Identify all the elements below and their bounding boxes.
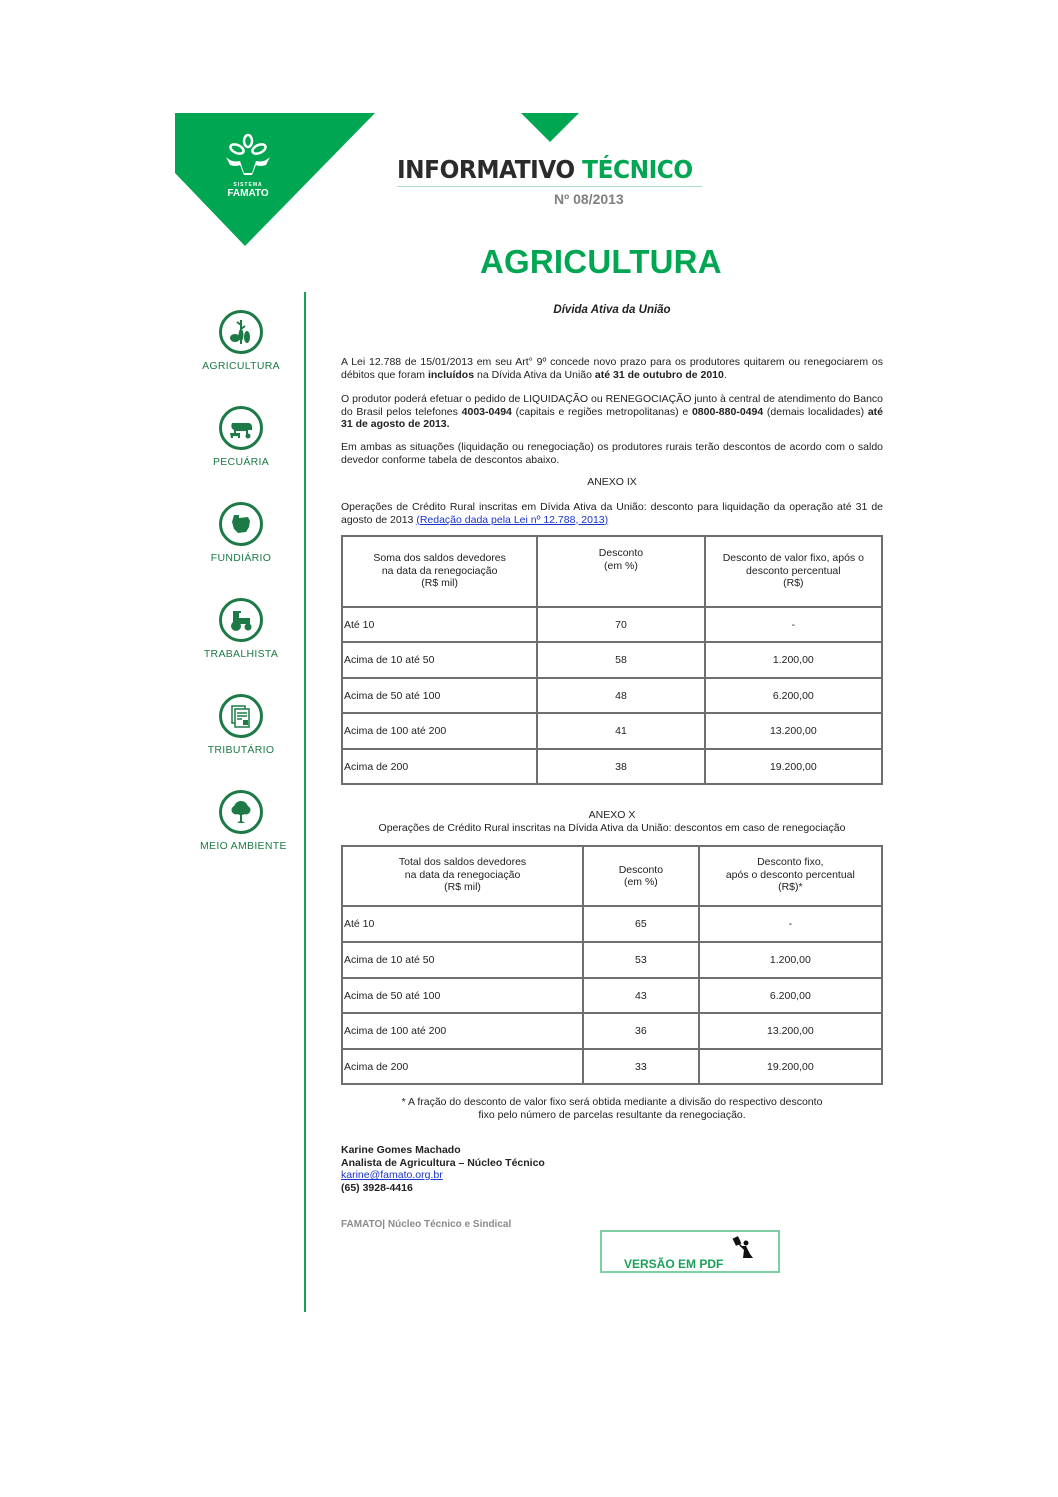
famato-logo xyxy=(218,133,278,199)
emphasis-deadline: até 31 de agosto de 2013. xyxy=(341,405,883,430)
bull-leaf-icon xyxy=(218,133,278,177)
emphasis-date: até 31 de outubro de 2010 xyxy=(594,368,724,381)
text: O produtor poderá efetuar o pedido de LIQUIDAÇÃO ou RENEGOCIAÇÃO junto à central de atendimento do Banco do Brasil pelos telefones xyxy=(341,393,883,418)
cell-percent: 48 xyxy=(537,678,704,713)
annex-x-table xyxy=(341,845,883,1085)
cell-fixed: 6.200,00 xyxy=(705,678,882,713)
sidebar-label: PECUÁRIA xyxy=(212,456,270,468)
annex-ix-title: ANEXO IX xyxy=(587,476,637,488)
footnote-line: fixo pelo número de parcelas resultante da renegociação. xyxy=(478,1108,746,1121)
annex-x-title: ANEXO X xyxy=(588,809,636,821)
title-informativo: INFORMATIVO xyxy=(397,155,575,184)
sidebar-item-pecuaria[interactable] xyxy=(200,406,282,468)
sidebar-label: MEIO AMBIENTE xyxy=(200,840,287,852)
cell-percent: 70 xyxy=(537,607,704,642)
table-row xyxy=(342,906,882,942)
author-name: Karine Gomes Machado xyxy=(341,1144,461,1156)
column-header: Desconto (em %) xyxy=(537,536,704,607)
sidebar-label: TRIBUTÁRIO xyxy=(207,744,275,756)
issue-number: Nº 08/2013 xyxy=(554,191,624,207)
sidebar-label: AGRICULTURA xyxy=(202,360,280,372)
phone-capitals: 4003-0494 xyxy=(461,405,512,418)
cell-fixed: - xyxy=(699,906,882,942)
column-header: Soma dos saldos devedores na data da renegociação (R$ mil) xyxy=(342,536,537,607)
text: (capitais e regiões metropolitanas) e xyxy=(511,405,692,418)
cell-range: Acima de 10 até 50 xyxy=(342,942,583,978)
section-title: AGRICULTURA xyxy=(480,243,722,280)
table-row xyxy=(342,942,882,978)
pdf-version-button[interactable] xyxy=(600,1230,780,1273)
cell-fixed: 1.200,00 xyxy=(705,642,882,678)
annex-ix-description xyxy=(341,501,883,526)
text: (demais localidades) xyxy=(763,405,868,418)
pdf-button-label: VERSÃO EM PDF xyxy=(624,1257,724,1271)
author-role: Analista de Agricultura – Núcleo Técnico xyxy=(341,1156,545,1169)
footnote-line: * A fração do desconto de valor fixo será obtida mediante a divisão do respectivo desconto xyxy=(401,1096,823,1108)
text: Operações de Crédito Rural inscritas em Dívida Ativa da União: desconto para liquidação da operação até 31 de agosto de 2013 xyxy=(341,501,883,526)
footnote xyxy=(341,1096,883,1121)
cell-range: Acima de 100 até 200 xyxy=(342,713,537,749)
cell-percent: 38 xyxy=(537,749,704,784)
title-divider xyxy=(397,186,702,187)
table-row xyxy=(342,678,882,713)
header-accent-triangle xyxy=(521,113,579,142)
cell-fixed: 19.200,00 xyxy=(699,1049,882,1084)
cell-range: Até 10 xyxy=(342,906,583,942)
cell-fixed: 1.200,00 xyxy=(699,942,882,978)
footer-organization: FAMATO| Núcleo Técnico e Sindical xyxy=(341,1219,512,1230)
cell-range: Acima de 50 até 100 xyxy=(342,978,583,1013)
author-phone: (65) 3928-4416 xyxy=(341,1181,413,1194)
sidebar-item-agricultura[interactable] xyxy=(200,310,282,372)
cell-percent: 36 xyxy=(583,1013,699,1049)
sidebar-item-meio-ambiente[interactable] xyxy=(200,790,287,852)
column-header: Desconto (em %) xyxy=(583,846,699,906)
crops-icon xyxy=(219,310,263,354)
logo-wordmark: FAMATO xyxy=(227,188,269,199)
paragraph-law xyxy=(341,356,883,381)
cell-fixed: - xyxy=(705,607,882,642)
sidebar-label: FUNDIÁRIO xyxy=(210,552,272,564)
cell-fixed: 6.200,00 xyxy=(699,978,882,1013)
text: . xyxy=(723,368,727,381)
table-header-row xyxy=(342,846,882,906)
text: Em ambas as situações (liquidação ou renegociação) os produtores rurais terão descontos de acordo com o saldo devedor conforme tabela de descontos abaixo. xyxy=(341,441,883,466)
sidebar-label: TRABALHISTA xyxy=(203,648,279,660)
table-row xyxy=(342,1049,882,1084)
text: A Lei 12.788 de 15/01/2013 em seu Art° 9º concede novo prazo para os produtores quitarem ou renegociarem os débitos que foram xyxy=(341,356,883,381)
signature-block xyxy=(341,1144,545,1194)
column-header: Desconto fixo, após o desconto percentual (R$)* xyxy=(699,846,882,906)
column-header: Total dos saldos devedores na data da renegociação (R$ mil) xyxy=(342,846,583,906)
cell-percent: 65 xyxy=(583,906,699,942)
law-reference-link[interactable]: (Redação dada pela Lei nº 12.788, 2013) xyxy=(416,513,609,526)
sidebar-divider xyxy=(304,292,306,1312)
cell-percent: 33 xyxy=(583,1049,699,1084)
tractor-icon xyxy=(219,598,263,642)
cell-range: Acima de 100 até 200 xyxy=(342,1013,583,1049)
emphasis: incluídos xyxy=(427,368,475,381)
table-row xyxy=(342,1013,882,1049)
cell-range: Acima de 200 xyxy=(342,1049,583,1084)
table-row xyxy=(342,713,882,749)
table-row xyxy=(342,749,882,784)
person-reading-icon xyxy=(732,1234,758,1260)
table-row xyxy=(342,607,882,642)
title-tecnico: TÉCNICO xyxy=(582,155,693,184)
sidebar-item-fundiario[interactable] xyxy=(200,502,282,564)
cell-range: Acima de 200 xyxy=(342,749,537,784)
documents-icon xyxy=(219,694,263,738)
land-map-icon xyxy=(219,502,263,546)
table-row xyxy=(342,642,882,678)
phone-other: 0800-880-0494 xyxy=(691,405,764,418)
text: na Dívida Ativa da União xyxy=(474,368,595,381)
cell-percent: 41 xyxy=(537,713,704,749)
paragraph-discounts xyxy=(341,441,883,466)
table-header-row xyxy=(342,536,882,607)
cell-range: Acima de 50 até 100 xyxy=(342,678,537,713)
document-title xyxy=(397,155,693,184)
logo-caption: SISTEMA xyxy=(233,182,263,188)
cell-fixed: 13.200,00 xyxy=(705,713,882,749)
paragraph-contact xyxy=(341,393,883,431)
cell-percent: 43 xyxy=(583,978,699,1013)
sidebar-item-trabalhista[interactable] xyxy=(200,598,282,660)
cell-percent: 53 xyxy=(583,942,699,978)
cell-percent: 58 xyxy=(537,642,704,678)
annex-ix-table xyxy=(341,535,883,785)
sidebar-item-tributario[interactable] xyxy=(200,694,282,756)
cell-fixed: 13.200,00 xyxy=(699,1013,882,1049)
livestock-icon xyxy=(219,406,263,450)
cell-range: Até 10 xyxy=(342,607,537,642)
document-subtitle: Dívida Ativa da União xyxy=(553,304,671,316)
annex-x-description: Operações de Crédito Rural inscritas na Dívida Ativa da União: descontos em caso de renegociação xyxy=(378,822,846,834)
column-header: Desconto de valor fixo, após o desconto percentual (R$) xyxy=(705,536,882,607)
cell-fixed: 19.200,00 xyxy=(705,749,882,784)
cell-range: Acima de 10 até 50 xyxy=(342,642,537,678)
author-email-link[interactable]: karine@famato.org.br xyxy=(341,1169,443,1181)
table-row xyxy=(342,978,882,1013)
tree-icon xyxy=(219,790,263,834)
